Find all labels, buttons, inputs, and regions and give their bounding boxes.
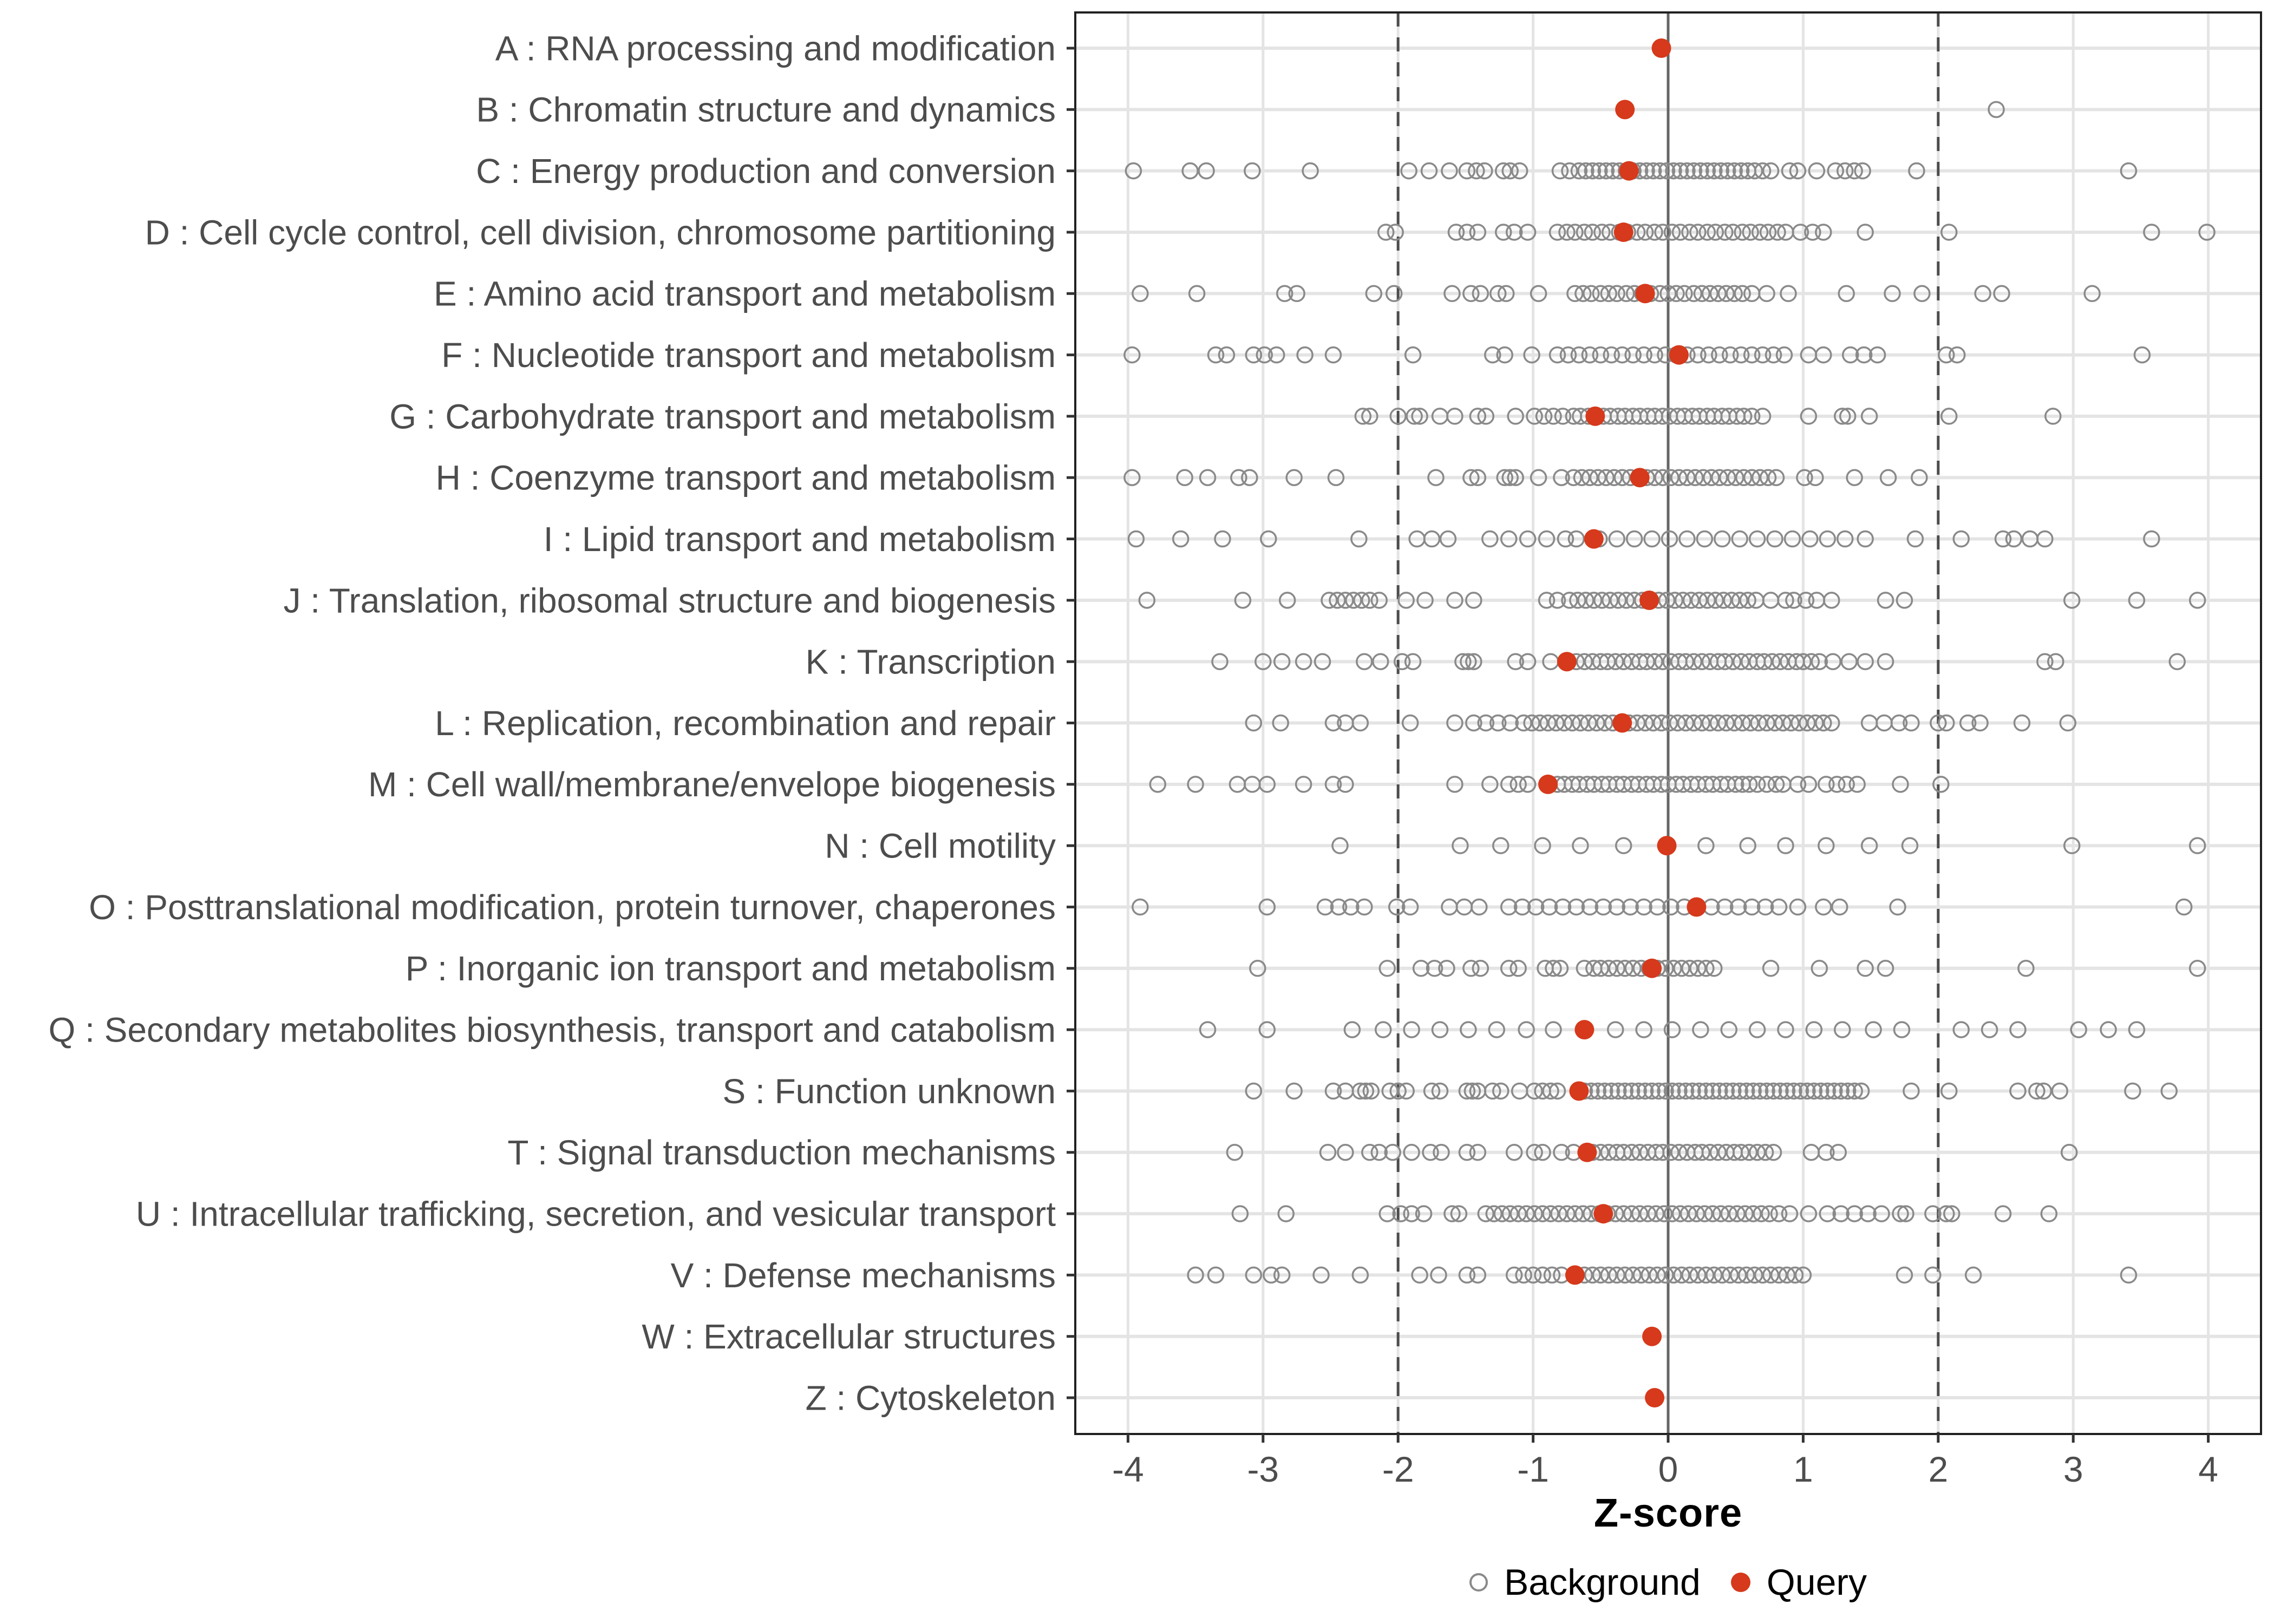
- y-axis-label: Z : Cytoskeleton: [805, 1378, 1056, 1418]
- x-tick-label: 1: [1793, 1449, 1813, 1489]
- x-tick-label: -3: [1247, 1449, 1279, 1489]
- x-tick-label: -1: [1517, 1449, 1549, 1489]
- query-point: [1585, 407, 1605, 426]
- query-point: [1630, 468, 1650, 487]
- y-axis-label: F : Nucleotide transport and metabolism: [441, 336, 1056, 375]
- query-point: [1577, 1143, 1597, 1162]
- y-axis-label: M : Cell wall/membrane/envelope biogenesis: [368, 765, 1056, 804]
- query-point: [1636, 284, 1655, 303]
- x-tick-label: -4: [1112, 1449, 1144, 1489]
- query-point: [1645, 1388, 1664, 1407]
- query-point: [1612, 713, 1632, 733]
- y-axis-label: D : Cell cycle control, cell division, chromosome partitioning: [145, 213, 1056, 252]
- y-axis-label: U : Intracellular trafficking, secretion, and vesicular transport: [135, 1194, 1056, 1234]
- y-axis-label: G : Carbohydrate transport and metabolism: [389, 397, 1056, 436]
- legend-label-background: Background: [1504, 1562, 1701, 1603]
- query-point: [1687, 897, 1706, 916]
- query-point: [1652, 38, 1671, 58]
- y-axis-label: I : Lipid transport and metabolism: [543, 519, 1056, 559]
- y-axis-label: S : Function unknown: [722, 1071, 1056, 1111]
- x-tick-label: 4: [2198, 1449, 2218, 1489]
- x-tick-label: 3: [2063, 1449, 2083, 1489]
- query-point: [1657, 836, 1677, 855]
- x-tick-label: -2: [1382, 1449, 1414, 1489]
- query-point: [1619, 161, 1639, 181]
- y-axis-label: O : Posttranslational modification, protein turnover, chaperones: [89, 887, 1056, 927]
- legend-item-background: [1469, 1561, 1701, 1603]
- y-axis-label: T : Signal transduction mechanisms: [507, 1133, 1056, 1173]
- query-point: [1642, 1327, 1662, 1346]
- y-axis-label: Q : Secondary metabolites biosynthesis, transport and catabolism: [48, 1010, 1056, 1050]
- query-point: [1615, 100, 1635, 119]
- x-axis-title: Z-score: [1593, 1490, 1743, 1535]
- legend-label-query: Query: [1766, 1562, 1867, 1603]
- query-point: [1557, 652, 1577, 671]
- query-point: [1642, 959, 1662, 978]
- query-point: [1614, 222, 1633, 242]
- y-axis-label: N : Cell motility: [825, 826, 1056, 866]
- x-tick-label: 0: [1658, 1449, 1678, 1489]
- y-axis-label: A : RNA processing and modification: [495, 29, 1056, 68]
- query-point: [1565, 1265, 1585, 1285]
- y-axis-label: C : Energy production and conversion: [476, 152, 1056, 191]
- query-point: [1574, 1020, 1594, 1039]
- y-axis-label: L : Replication, recombination and repair: [435, 703, 1056, 743]
- open-circle-icon: [1469, 1573, 1488, 1592]
- filled-circle-icon: [1731, 1573, 1750, 1592]
- y-axis-label: J : Translation, ribosomal structure and biogenesis: [283, 581, 1056, 620]
- query-point: [1584, 529, 1604, 549]
- query-point: [1569, 1081, 1589, 1101]
- query-point: [1538, 775, 1558, 794]
- query-point: [1593, 1204, 1613, 1223]
- legend: [1075, 1561, 2261, 1603]
- legend-item-query: [1731, 1561, 1867, 1603]
- query-point: [1639, 591, 1659, 610]
- query-point: [1669, 345, 1689, 365]
- y-axis-label: B : Chromatin structure and dynamics: [476, 90, 1056, 129]
- y-axis-label: E : Amino acid transport and metabolism: [434, 274, 1056, 313]
- y-axis-label: P : Inorganic ion transport and metabolism: [405, 949, 1056, 988]
- y-axis-label: W : Extracellular structures: [642, 1317, 1056, 1357]
- x-tick-label: 2: [1928, 1449, 1949, 1489]
- y-axis-label: H : Coenzyme transport and metabolism: [435, 458, 1056, 497]
- y-axis-label: V : Defense mechanisms: [670, 1255, 1056, 1295]
- y-axis-label: K : Transcription: [805, 642, 1056, 682]
